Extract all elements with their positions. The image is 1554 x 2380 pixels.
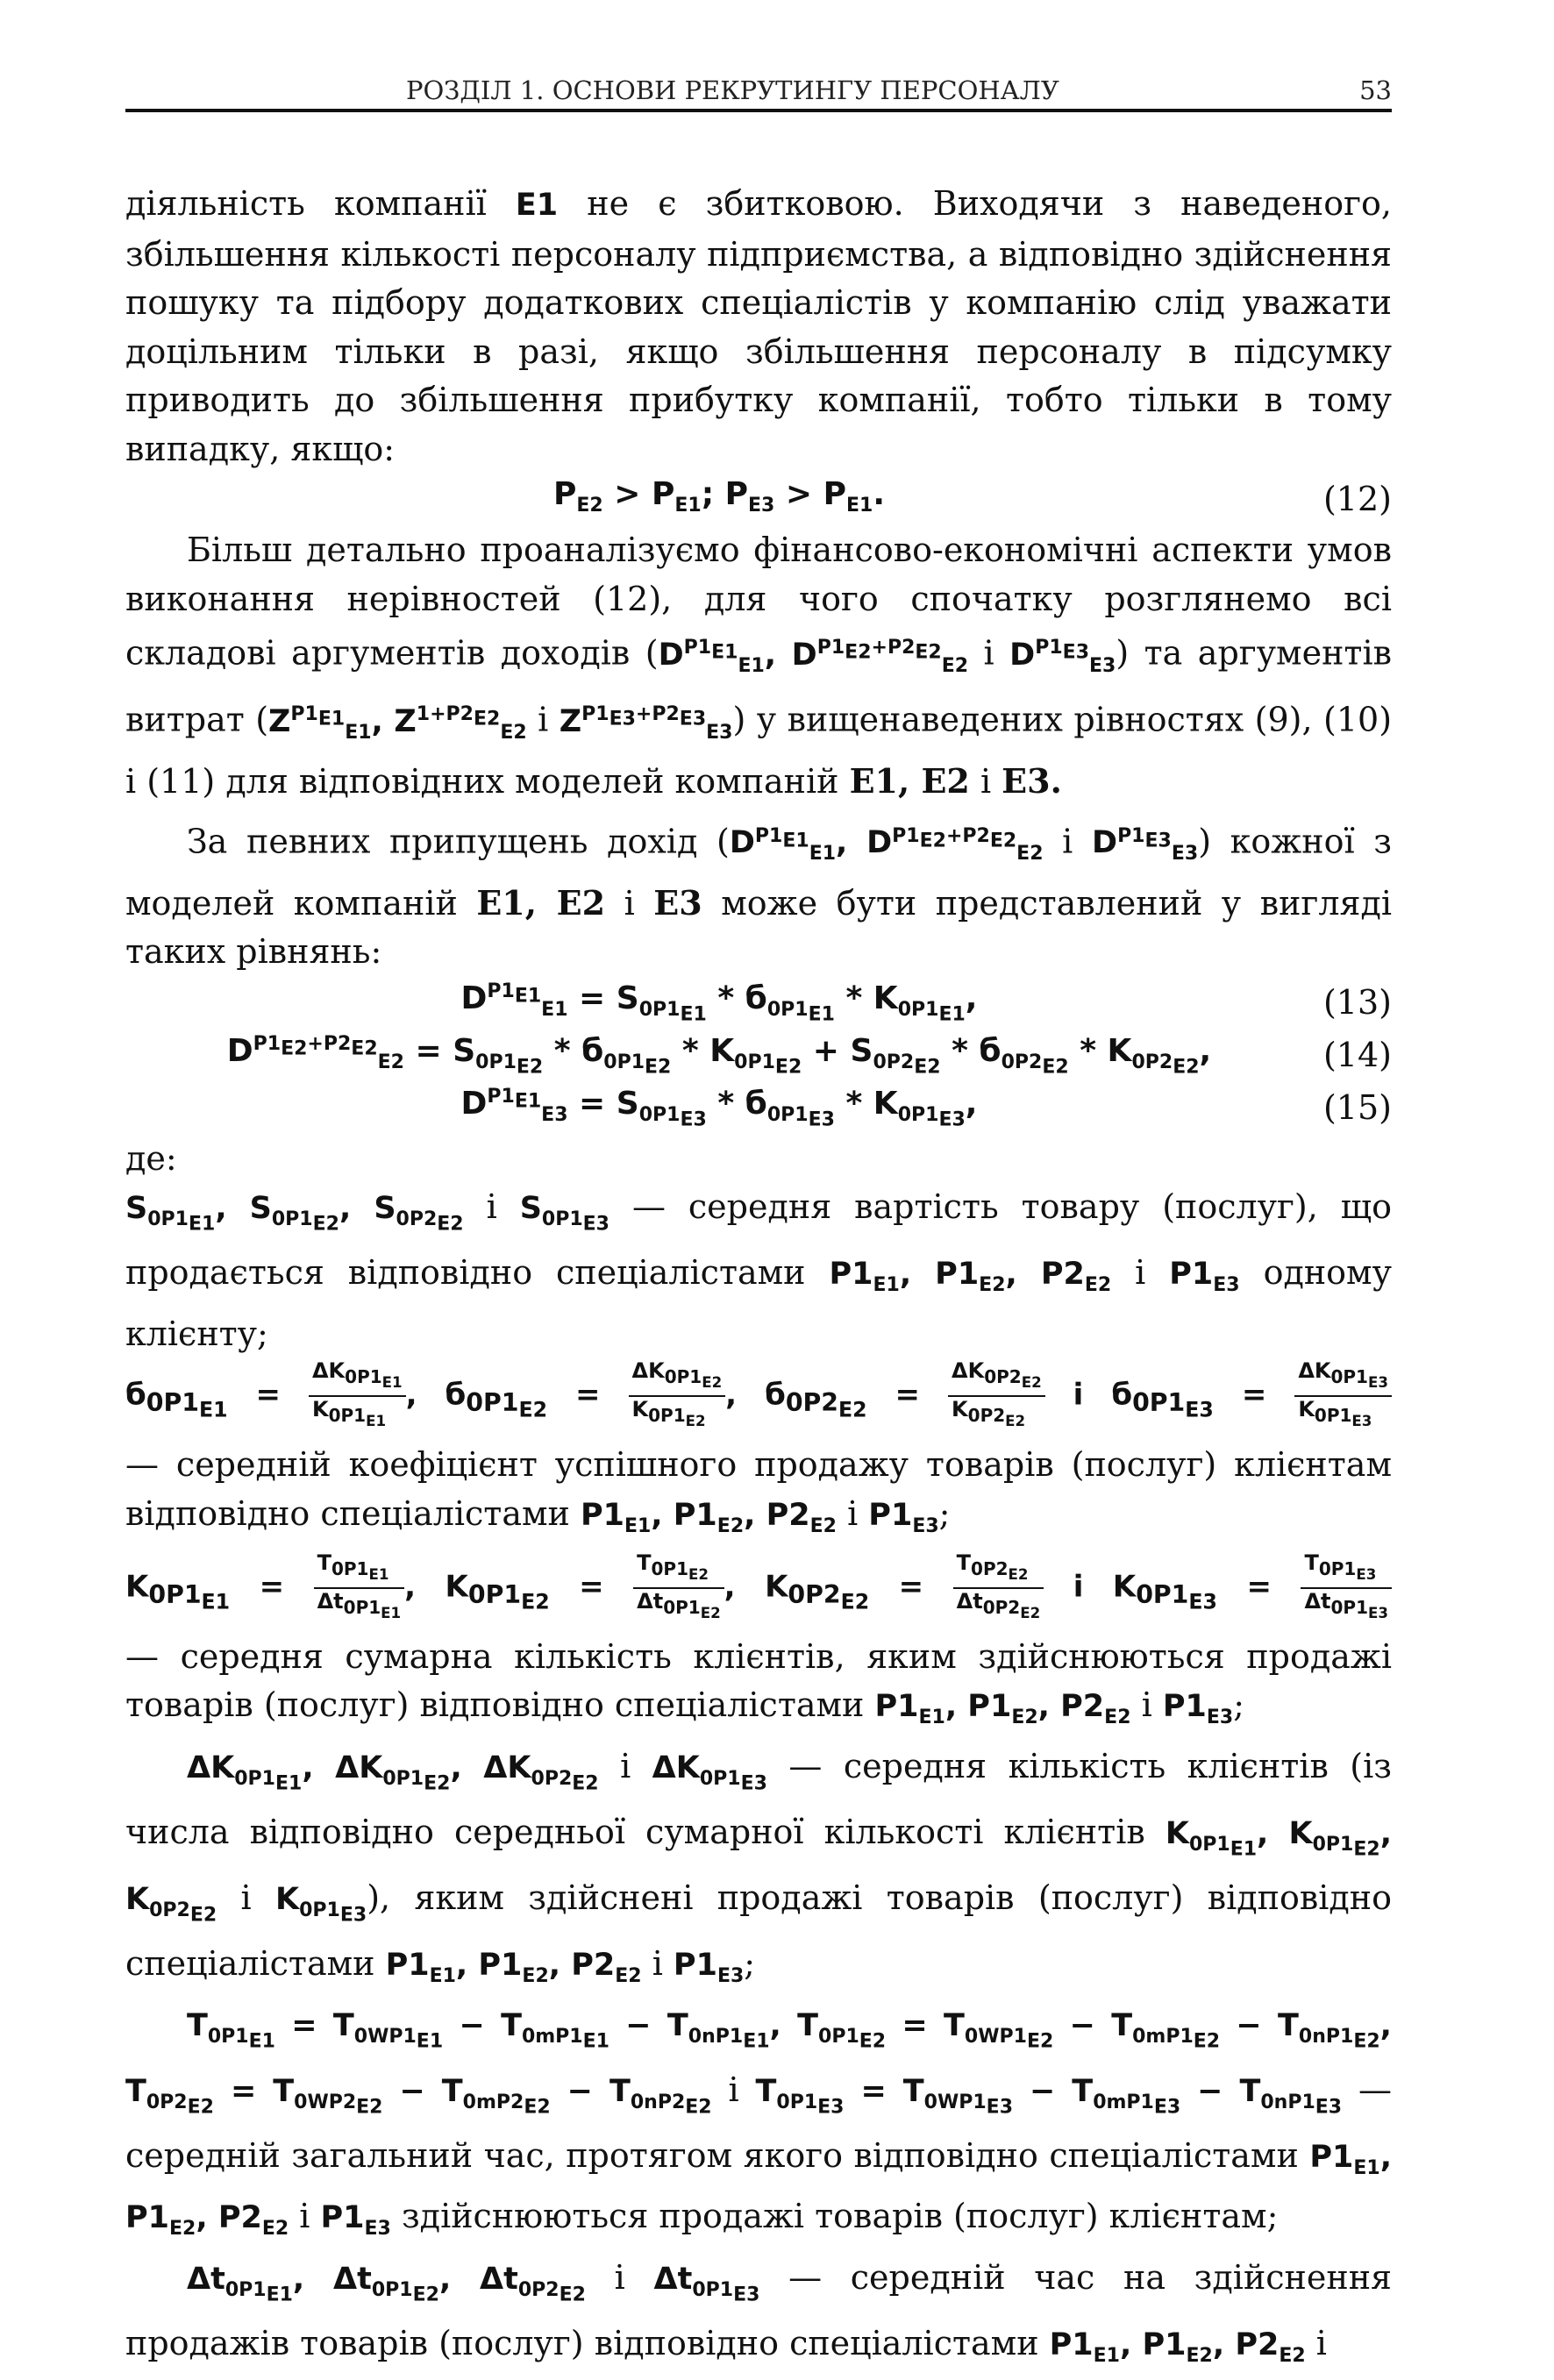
equation-number: (12) [1322, 480, 1392, 519]
paragraph-1: діяльність компанії E1 не є збитковою. Виходячи з наведеного, збільшення кількості персоналу підприємства, а відповідно здійснення пошуку та підбору додаткових спеціалістів у компанію слід уважати доцільним тільки в разі, якщо збільшення персоналу в підсумку приводить до збільшення прибутку компанії, тобто тільки в тому випадку, якщо: [125, 184, 1392, 468]
main-text [125, 180, 1392, 2380]
equation-number: (13) [1322, 983, 1392, 1023]
definition-k: — середня сумарна кількість клієнтів, яким здійснюються продажі товарів (послуг) відповідно спеціалістами $P1_{E1}$, $P1_{E2}$, $P2_{E2}$ і $P1_{E3}$; [125, 1636, 1392, 1729]
definition-t: $T_{0P1_{E1}} = T_{0WP1_{E1}} - T_{0mP1_{E1}} - T_{0nP1_{E1}}$, $T_{0P1_{E2}} = T_{0WP1_{E2}} - T_{0mP1_{E2}} - T_{0nP1_{E2}}$, $T_{0P2_{E2}} = T_{0WP2_{E2}} - T_{0mP2_{E2}} - T_{0nP2_{E2}}$ і $T_{0P1_{E3}} = T_{0WP1_{E3}} - T_{0mP1_{E3}} - T_{0nP1_{E3}}$ — середній загальний час, протягом якого відповідно спеціалістами $P1_{E1}$, $P1_{E2}$, $P2_{E2}$ і $P1_{E3}$ здійснюються продажі товарів (послуг) клієнтам; [125, 2008, 1393, 2241]
definition-b: — середній коефіцієнт успішного продажу товарів (послуг) клієнтам відповідно спеціалістами $P1_{E1}$, $P1_{E2}$, $P2_{E2}$ і $P1_{E3}$; [125, 1445, 1392, 1537]
definition-dt: $\Delta t_{0P1_{E1}}$, $\Delta t_{0P1_{E2}}$, $\Delta t_{0P2_{E2}}$ і $\Delta t_{0P1_{E3}}$ — середній час на здійснення продажів товарів (послуг) відповідно спеціалістами $P1_{E1}$, $P1_{E2}$, $P2_{E2}$ і [125, 2257, 1393, 2367]
equation-13: $D^{P1_{E1}}_{E1} = S_{0P1_{E1}} * б_{0P1_{E1}} * K_{0P1_{E1}}$, (13) [125, 977, 1392, 1030]
page-number: 53 [1359, 75, 1392, 105]
running-title: РОЗДІЛ 1. ОСНОВИ РЕКРУТИНГУ ПЕРСОНАЛУ [406, 75, 1059, 105]
equation-14: $D^{P1_{E2}+P2_{E2}}_{E2} = S_{0P1_{E2}} * б_{0P1_{E2}} * K_{0P1_{E2}} + S_{0P2_{E2}} * б_{0P2_{E2}} * K_{0P2_{E2}}$, (14) [125, 1030, 1392, 1082]
equation-12: $P_{E2} > P_{E1}$; $P_{E3} > P_{E1}$. (12) [125, 474, 1392, 526]
definition-s: $S_{0P1_{E1}}$, $S_{0P1_{E2}}$, $S_{0P2_{E2}}$ і $S_{0P1_{E3}}$ — середня вартість товару (послуг), що продається відповідно спеціалістами $P1_{E1}$, $P1_{E2}$, $P2_{E2}$ і $P1_{E3}$ одному клієнту; [125, 1187, 1392, 1353]
equation-number: (14) [1322, 1036, 1392, 1075]
equation-number: (15) [1322, 1088, 1392, 1128]
definition-dk: $\Delta K_{0P1_{E1}}$, $\Delta K_{0P1_{E2}}$, $\Delta K_{0P2_{E2}}$ і $\Delta K_{0P1_{E3}}$ — середня кількість клієнтів (із числа відповідно середньої сумарної кількості клієнтів $K_{0P1_{E1}}$, $K_{0P1_{E2}}$, $K_{0P2_{E2}}$ і $K_{0P1_{E3}}$), яким здійснені продажі товарів (послуг) відповідно спеціалістами $P1_{E1}$, $P1_{E2}$, $P2_{E2}$ і $P1_{E3}$; [125, 1746, 1393, 1987]
equation-15: $D^{P1_{E1}}_{E3} = S_{0P1_{E3}} * б_{0P1_{E3}} * K_{0P1_{E3}}$, (15) [125, 1082, 1392, 1135]
paragraph-2: Більш детально проаналізуємо фінансово-економічні аспекти умов виконання нерівностей (12), для чого спочатку розглянемо всі складові аргументів доходів ($D^{P1_{E1}}_{E1}$, $D^{P1_{E2}+P2_{E2}}_{E2}$ і $D^{P1_{E3}}_{E3}$) та аргументів витрат ($Z^{P1_{E1}}_{E1}$, $Z^{1+P2_{E2}}_{E2}$ і $Z^{P1_{E3}+P2_{E3}}_{E3}$) у вищенаведених рівностях (9), (10) і (11) для відповідних моделей компаній E1, E2 і E3. [125, 531, 1393, 802]
where-label: де: [125, 1138, 177, 1178]
definition-b-formulas: $б_{0P1_{E1}}$ = $\frac{\Delta K_{0P1_{E1}}}{K_{0P1_{E1}}}$ , $б_{0P1_{E2}}$ = $\frac{\Delta K_{0P1_{E2}}}{K_{0P1_{E2}}}$ , $б_{0P2_{E2}}$ = $\frac{\Delta K_{0P2_{E2}}}{K_{0P2_{E2}}}$ і $б_{0P1_{E3}}$ = $\frac{\Delta K_{0P1_{E3}}}{K_{0P1_{E3}}}$ [125, 1358, 1392, 1441]
running-header [125, 74, 1392, 112]
definition-k-formulas: $K_{0P1_{E1}}$ = $\frac{T_{0P1_{E1}}}{\Delta t_{0P1_{E1}}}$ , $K_{0P1_{E2}}$ = $\frac{T_{0P1_{E2}}}{\Delta t_{0P1_{E2}}}$ , $K_{0P2_{E2}}$ = $\frac{T_{0P2_{E2}}}{\Delta t_{0P2_{E2}}}$ і $K_{0P1_{E3}}$ = $\frac{T_{0P1_{E3}}}{\Delta t_{0P1_{E3}}}$ [125, 1550, 1392, 1633]
paragraph-3: За певних припущень дохід ($D^{P1_{E1}}_{E1}$, $D^{P1_{E2}+P2_{E2}}_{E2}$ і $D^{P1_{E3}}_{E3}$) кожної з моделей компаній E1, E2 і E3 може бути представлений у вигляді таких рівнянь: [125, 822, 1393, 972]
